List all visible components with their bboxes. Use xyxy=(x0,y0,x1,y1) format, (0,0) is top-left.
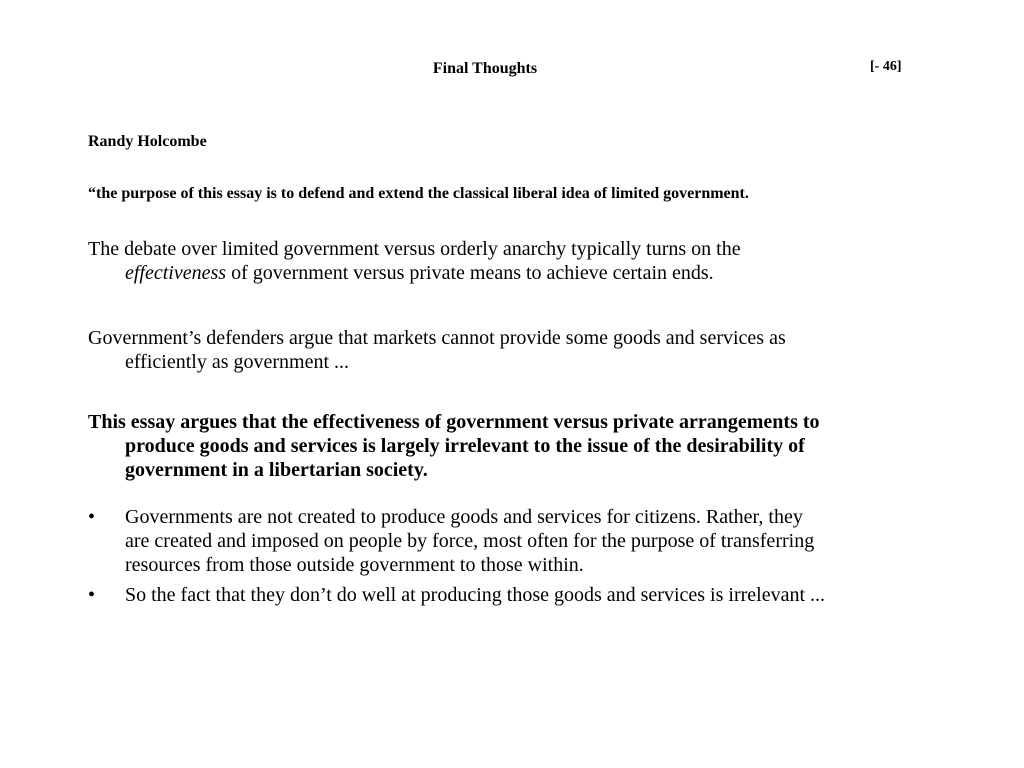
paragraph-line xyxy=(88,261,938,285)
paragraph-line: Government’s defenders argue that markets cannot provide some goods and services as xyxy=(88,327,786,349)
slide-title: Final Thoughts xyxy=(432,60,538,77)
emphasis-text: effectiveness xyxy=(125,262,227,284)
paragraph-line: This essay argues that the effectiveness of government versus private arrangements to xyxy=(88,411,820,433)
bullet-line: So the fact that they don’t do well at producing those goods and services is irrelevant ... xyxy=(125,584,826,606)
bullet-icon: • xyxy=(88,584,96,606)
bullet-item xyxy=(88,583,948,607)
paragraph-text: of government versus private means to achieve certain ends. xyxy=(226,262,714,284)
bullet-line: resources from those outside government to those within. xyxy=(125,554,584,576)
bullet-icon: • xyxy=(88,506,96,528)
essay-quote: “the purpose of this essay is to defend and extend the classical liberal idea of limited government. xyxy=(88,185,749,202)
author-name: Randy Holcombe xyxy=(88,133,207,150)
page-number: [- 46] xyxy=(870,59,902,74)
paragraph-line: The debate over limited government versus orderly anarchy typically turns on the xyxy=(88,238,741,260)
paragraph-line: efficiently as government ... xyxy=(125,351,350,373)
bullet-line: are created and imposed on people by force, most often for the purpose of transferring xyxy=(125,530,815,552)
paragraph-line: produce goods and services is largely irrelevant to the issue of the desirability of xyxy=(125,435,805,457)
paragraph-debate xyxy=(88,237,938,285)
bullet-item xyxy=(88,505,948,577)
bullet-list xyxy=(88,505,948,613)
paragraph-defenders xyxy=(88,326,938,374)
paragraph-line: government in a libertarian society. xyxy=(125,459,428,481)
paragraph-thesis xyxy=(88,410,938,482)
bullet-line: Governments are not created to produce goods and services for citizens. Rather, they xyxy=(125,506,803,528)
